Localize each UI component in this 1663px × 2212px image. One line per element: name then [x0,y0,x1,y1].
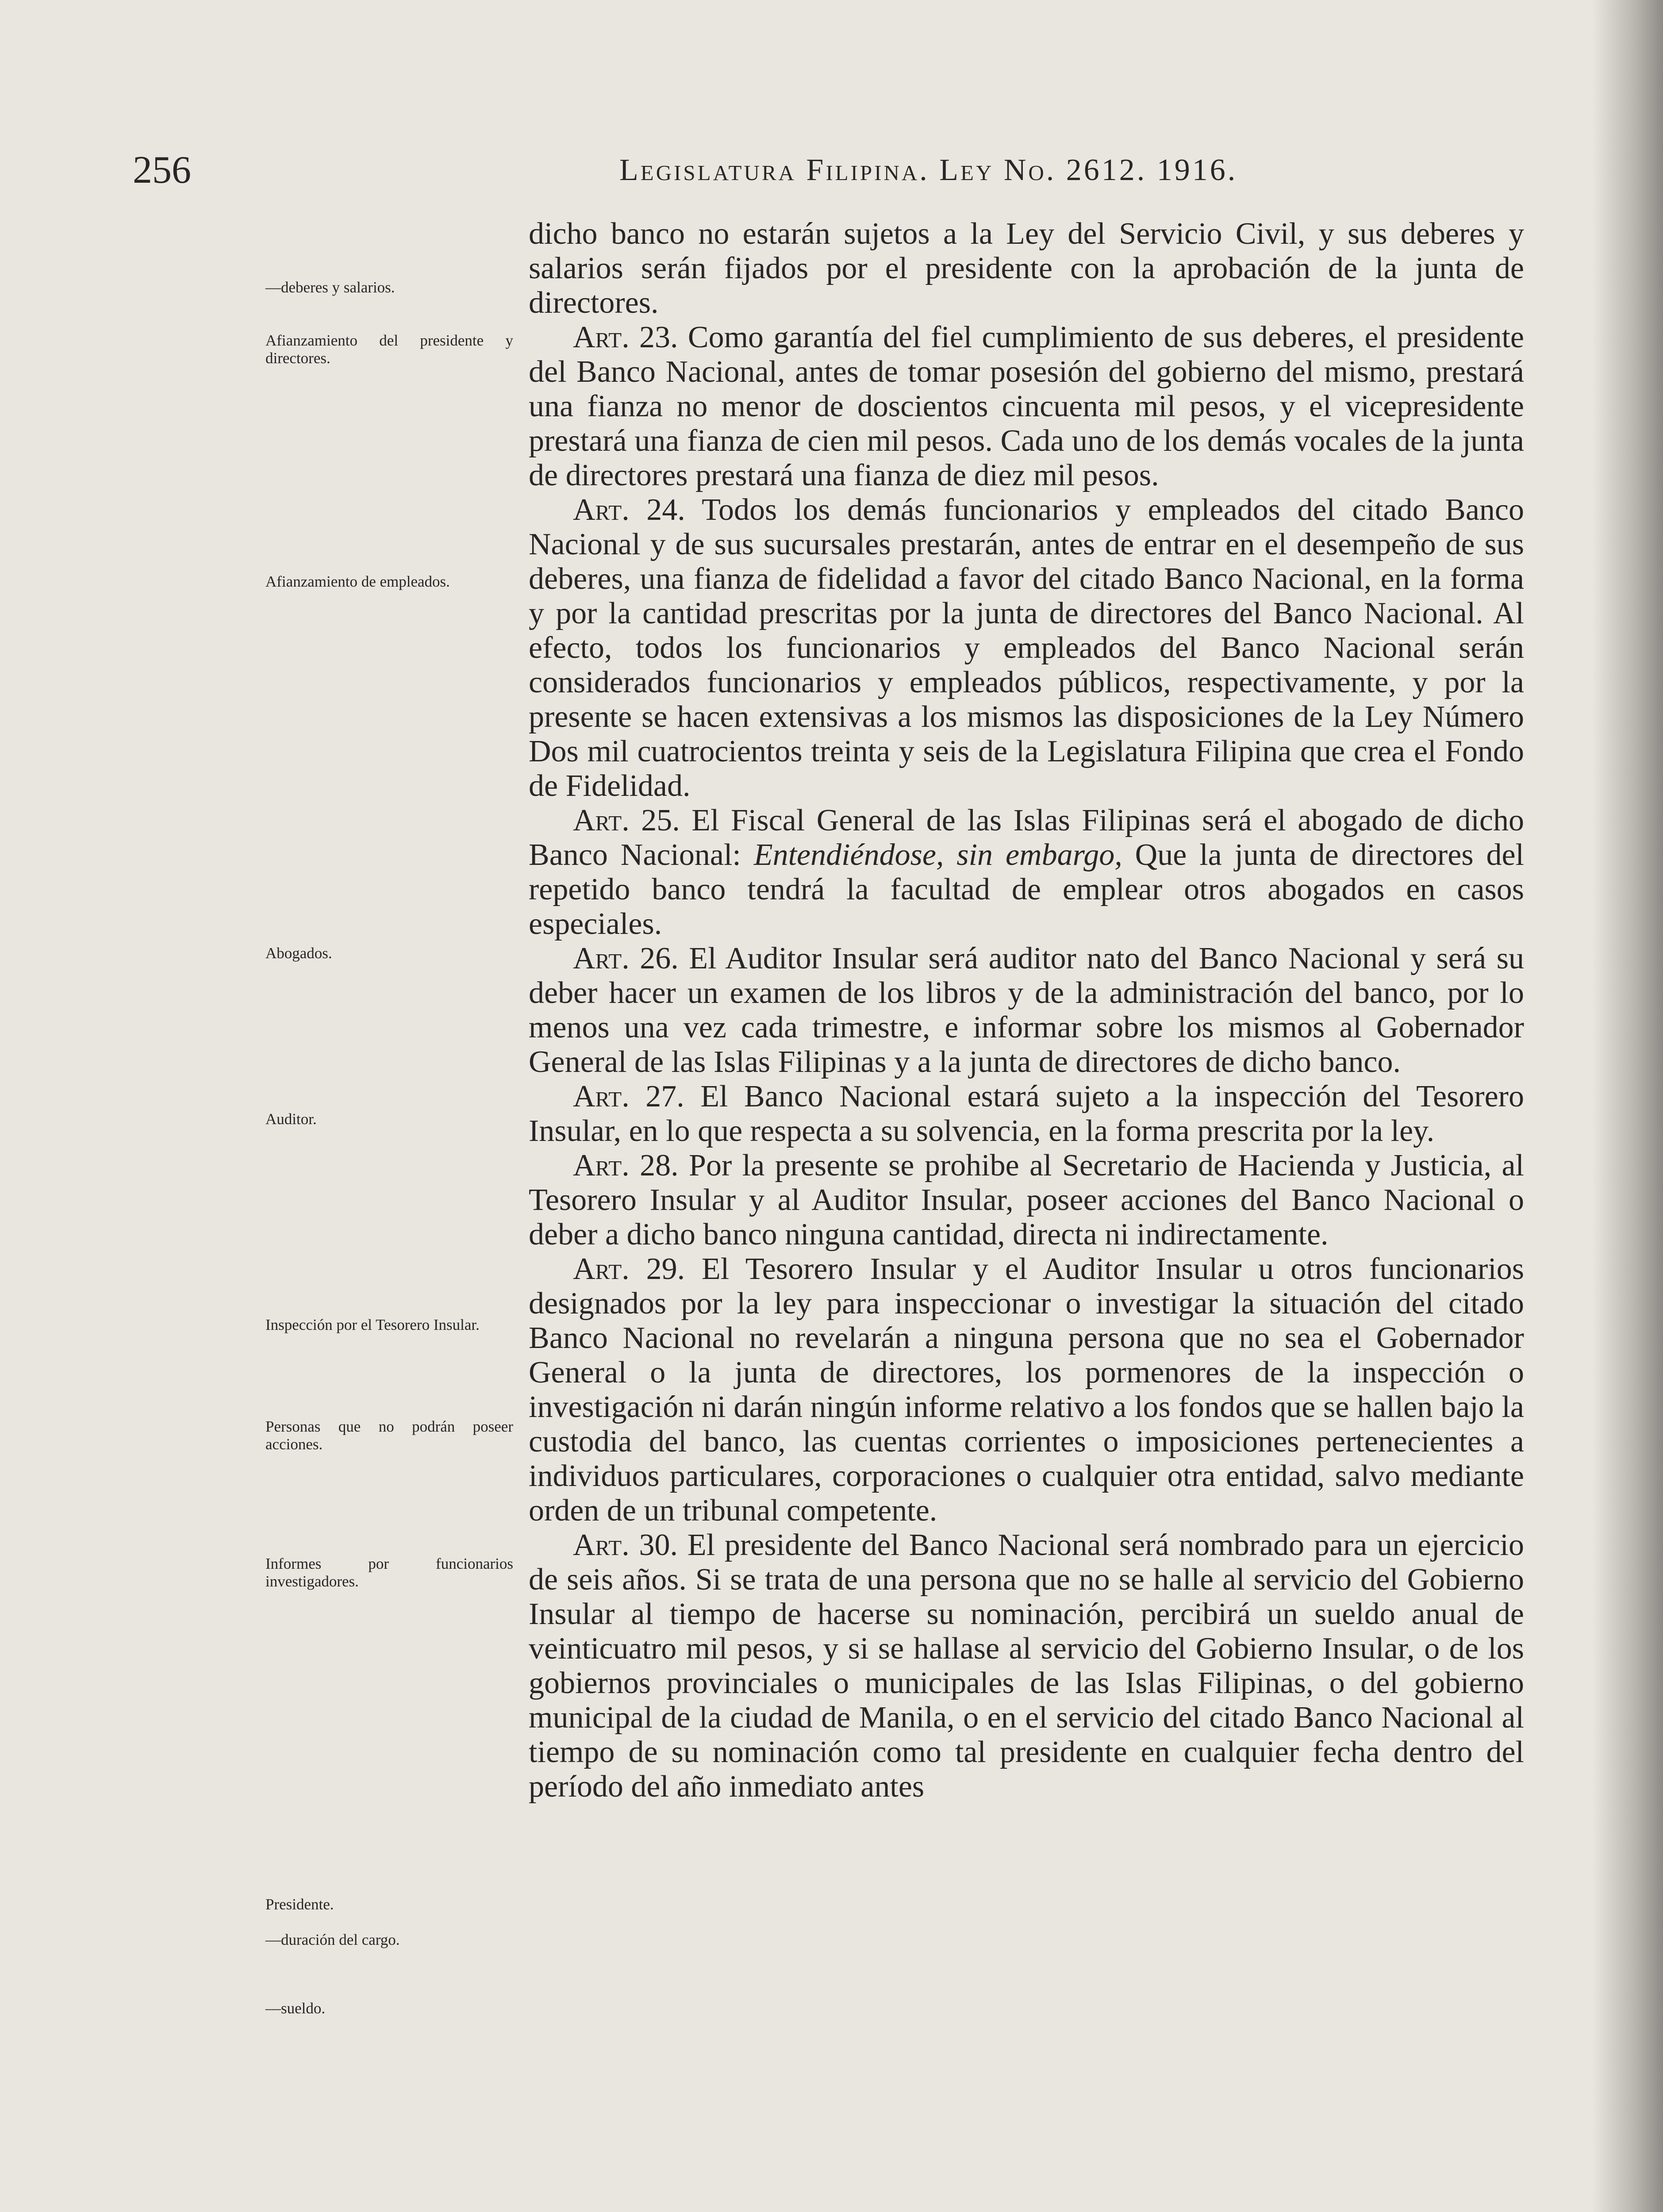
paragraph-text: Todos los demás funcionarios y empleados del citado Banco Nacional y de sus sucursales prestarán, antes de entrar en el desempeño de sus deberes, una fianza de fidelidad a favor del citado Banco Nacional, en la forma y por la cantidad prescritas por la junta de directores del Banco Nacional. Al efecto, todos los funcionarios y empleados del Banco Nacional serán considerados funcionarios y empleados públicos, respectivamente, y por la presente se hacen extensivas a los mismos las disposiciones de la Ley Número Dos mil cuatrocientos treinta y seis de la Legislatura Filipina que crea el Fondo de Fidelidad. [529,493,1524,803]
paragraph-art-28 [529,1148,1524,1252]
margin-note-duracion: —duración del cargo. [265,1931,400,1948]
paragraph-text: dicho banco no estarán sujetos a la Ley del Servicio Civil, y sus deberes y salarios serán fijados por el presidente con la aprobación de la junta de directores. [529,217,1524,320]
article-label: Art. 25. [573,803,680,837]
paragraph-art-24 [529,493,1524,803]
article-label: Art. 28. [573,1148,679,1183]
margin-note-abogados: Abogados. [265,945,332,962]
paragraph-art-29 [529,1252,1524,1528]
margin-note-afianzamiento-empleados: Afianzamiento de empleados. [265,573,450,590]
article-label: Art. 23. [573,320,678,354]
margin-note-sueldo: —sueldo. [265,2000,326,2017]
article-label: Art. 24. [573,493,685,527]
paragraph-text: El Auditor Insular será auditor nato del Banco Nacional y será su deber hacer un examen de los libros y de la administración del banco, por lo menos una vez cada trimestre, e informar sobre los mismos al Gobernador General de las Islas Filipinas y a la junta de directores de dicho banco. [529,941,1524,1079]
margin-note-informes: Informes por funcionarios investigadores. [265,1555,513,1590]
paragraph-art-23 [529,320,1524,493]
paragraph-text: Por la presente se prohibe al Secretario de Hacienda y Justicia, al Tesorero Insular y al Auditor Insular, poseer acciones del Banco Nacional o deber a dicho banco ninguna cantidad, directa ni indirectamente. [529,1148,1524,1252]
paragraph-art-27 [529,1079,1524,1148]
paragraph-continuation [529,217,1524,320]
paragraph-art-30 [529,1528,1524,1804]
article-label: Art. 30. [573,1528,678,1562]
paragraph-art-26 [529,941,1524,1079]
paragraph-text: El presidente del Banco Nacional será nombrado para un ejercicio de seis años. Si se trata de una persona que no se halle al servicio del Gobierno Insular al tiempo de hacerse su nominación, percibirá un sueldo anual de veinticuatro mil pesos, y si se hallase al servicio del Gobierno Insular, o de los gobiernos provinciales o municipales de las Islas Filipinas, o del gobierno municipal de la ciudad de Manila, o en el servicio del citado Banco Nacional al tiempo de su nominación como tal presidente en cualquier fecha dentro del período del año inmediato antes [529,1528,1524,1804]
paragraph-text: El Banco Nacional estará sujeto a la inspección del Tesorero Insular, en lo que respecta a su solvencia, en la forma prescrita por la ley. [529,1079,1524,1148]
article-label: Art. 29. [573,1252,685,1286]
page-number: 256 [133,149,191,192]
page-header [0,146,1663,195]
body-text [529,217,1524,1804]
running-head: Legislatura Filipina. Ley No. 2612. 1916. [619,153,1238,187]
paragraph-text: El Tesorero Insular y el Auditor Insular u otros funcionarios designados por la ley para inspeccionar o investigar la situación del citado Banco Nacional no revelarán a ninguna persona que no sea el Gobernador General o la junta de directores, los pormenores de la inspección o investigación ni darán ningún informe relativo a los fondos que se hallen bajo la custodia del banco, las cuentas corrientes o imposiciones pertenecientes a individuos particulares, corporaciones o cualquier otra entidad, salvo mediante orden de un tribunal competente. [529,1252,1524,1528]
margin-note-inspeccion: Inspección por el Tesorero Insular. [265,1316,480,1333]
page-edge-shadow [1592,0,1663,2212]
emphasis-text: Entendiéndose, sin embargo, [753,838,1122,872]
margin-note-presidente: Presidente. [265,1896,334,1913]
article-label: Art. 27. [573,1079,684,1114]
margin-note-deberes: —deberes y salarios. [265,279,395,296]
paragraph-art-25 [529,803,1524,941]
article-label: Art. 26. [573,941,679,975]
paragraph-text: El Fiscal General de las Islas Filipinas será el abogado de dicho Banco Nacional: [529,803,1524,872]
margin-note-auditor: Auditor. [265,1110,317,1128]
paragraph-text: Como garantía del fiel cumplimiento de sus deberes, el presidente del Banco Nacional, antes de tomar posesión del gobierno del mismo, prestará una fianza no menor de doscientos cincuenta mil pesos, y el vicepresidente prestará una fianza de cien mil pesos. Cada uno de los demás vocales de la junta de directores prestará una fianza de diez mil pesos. [529,320,1524,492]
margin-note-personas: Personas que no podrán poseer acciones. [265,1418,513,1453]
margin-note-afianzamiento-presidente: Afianzamiento del presidente y directores. [265,332,513,367]
paragraph-text: Que la junta de directores del repetido banco tendrá la facultad de emplear otros abogados en casos especiales. [529,838,1525,941]
